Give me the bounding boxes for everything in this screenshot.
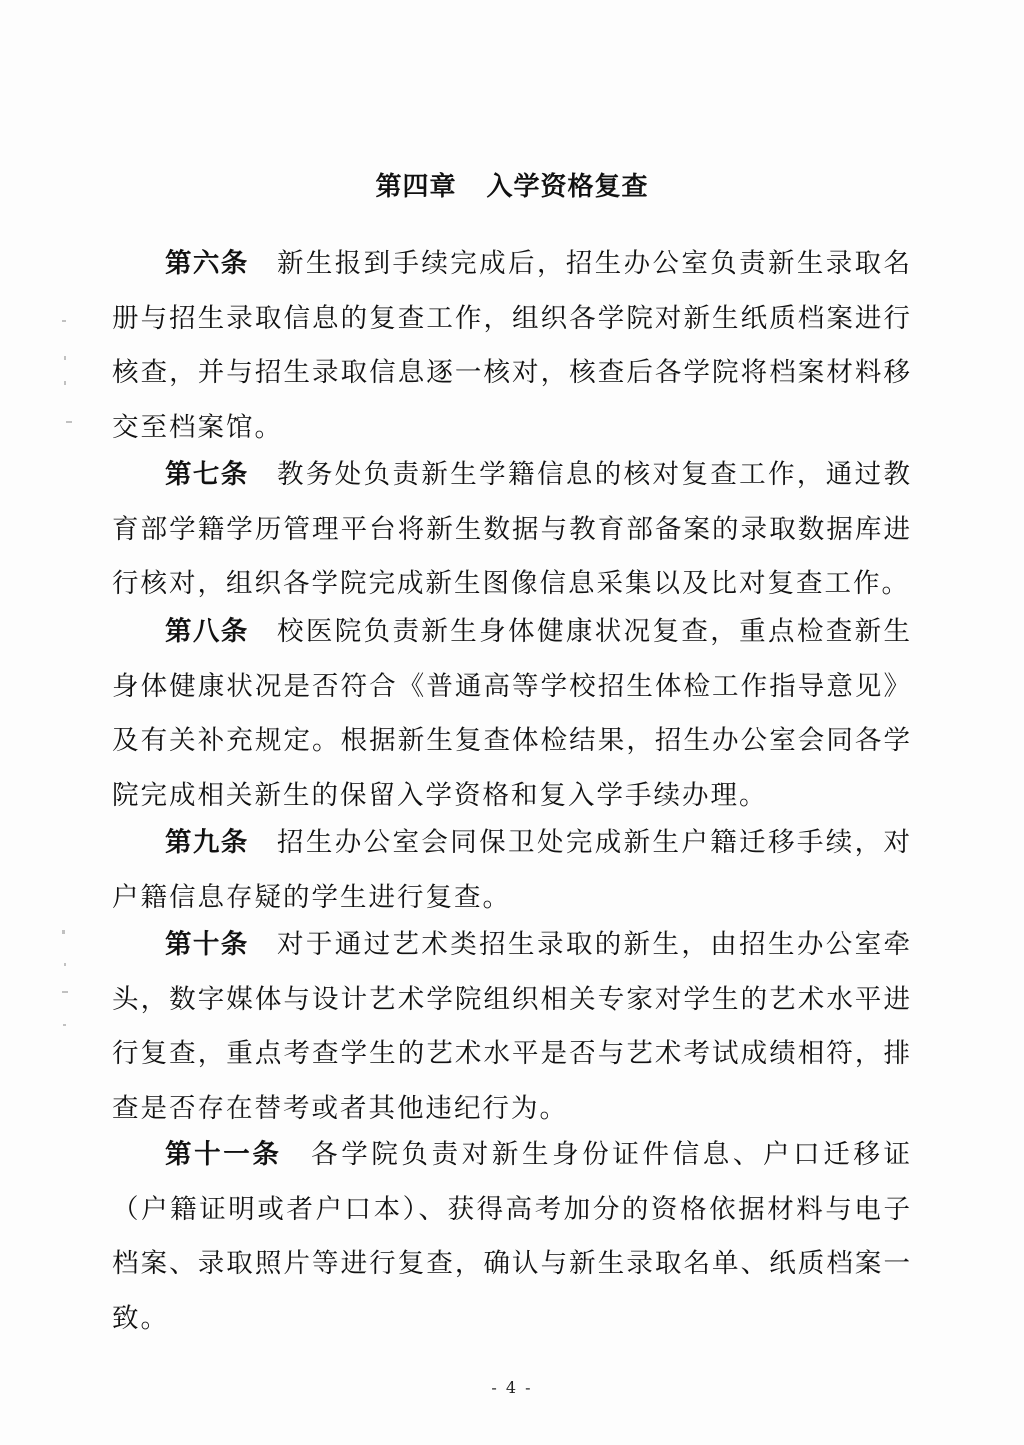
article-text: 新生报到手续完成后，招生办公室负责新生录取名册与招生录取信息的复查工作，组织各学院对新生纸质档案进行核查，并与招生录取信息逐一核对，核查后各学院将档案材料移交至档案馆。 <box>112 248 913 443</box>
article-label: 第十一条 <box>165 1139 282 1170</box>
article-paragraph <box>112 448 912 612</box>
article-label: 第九条 <box>165 827 249 858</box>
scan-speck <box>66 421 72 423</box>
article-text: 对于通过艺术类招生录取的新生，由招生办公室牵头，数字媒体与设计艺术学院组织相关专家对学生的艺术水平进行复查，重点考查学生的艺术水平是否与艺术考试成绩相符，排查是否存在替考或者其他违纪行为。 <box>112 929 913 1124</box>
page-number: - 4 - <box>491 1378 533 1397</box>
chapter-title-text: 入学资格复查 <box>486 172 649 202</box>
article-label: 第六条 <box>165 248 249 279</box>
article-paragraph <box>112 918 912 1136</box>
article-paragraph <box>112 237 912 455</box>
article-paragraph <box>112 816 912 925</box>
article-text: 校医院负责新生身体健康状况复查，重点检查新生身体健康状况是否符合《普通高等学校招生体检工作指导意见》及有关补充规定。根据新生复查体检结果，招生办公室会同各学院完成相关新生的保留入学资格和复入学手续办理。 <box>112 616 913 811</box>
article-label: 第十条 <box>165 929 249 960</box>
article-text: 招生办公室会同保卫处完成新生户籍迁移手续，对户籍信息存疑的学生进行复查。 <box>112 827 913 913</box>
article-paragraph <box>112 605 912 823</box>
scan-speck <box>62 320 66 322</box>
scan-speck <box>64 356 66 360</box>
scan-speck <box>64 381 66 385</box>
article-label: 第八条 <box>165 616 249 647</box>
scan-speck <box>63 1024 66 1026</box>
article-text: 各学院负责对新生身份证件信息、户口迁移证（户籍证明或者户口本）、获得高考加分的资格依据材料与电子档案、录取照片等进行复查，确认与新生录取名单、纸质档案一致。 <box>112 1139 912 1334</box>
scan-speck <box>62 930 65 934</box>
article-text: 教务处负责新生学籍信息的核对复查工作，通过教育部学籍学历管理平台将新生数据与教育部备案的录取数据库进行核对，组织各学院完成新生图像信息采集以及比对复查工作。 <box>112 459 913 599</box>
article-label: 第七条 <box>165 459 249 490</box>
scan-speck <box>64 963 66 966</box>
scan-speck <box>62 991 68 993</box>
article-paragraph <box>112 1128 912 1346</box>
chapter-number: 第四章 <box>375 172 457 202</box>
chapter-heading <box>0 166 1024 203</box>
